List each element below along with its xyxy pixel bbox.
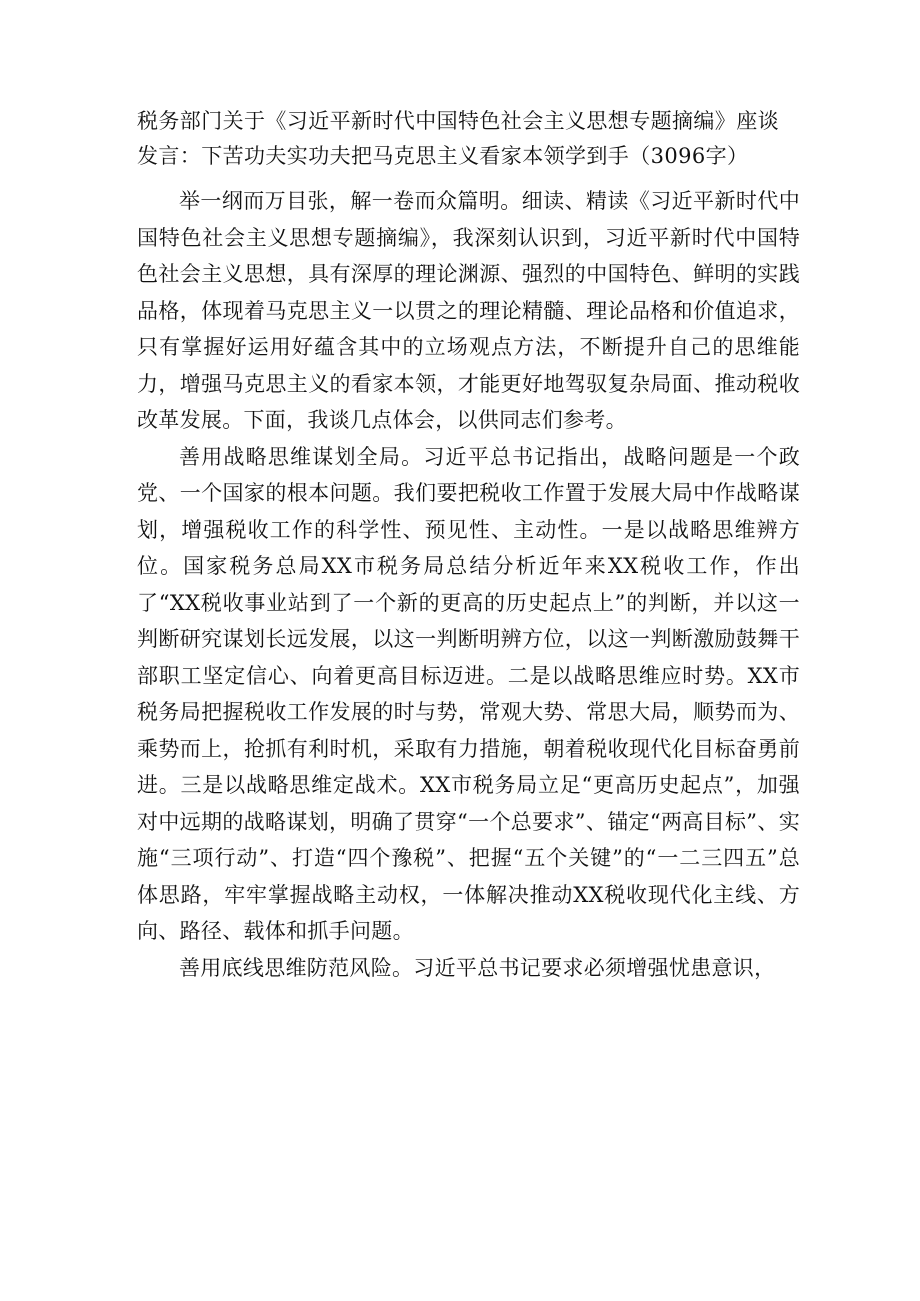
title-line-2: 发言：下苦功夫实功夫把马克思主义看家本领学到手（3096字） <box>137 144 749 168</box>
paragraph-strategic-thinking: 善用战略思维谋划全局。习近平总书记指出，战略问题是一个政党、一个国家的根本问题。我们要把税收工作置于发展大局中作战略谋划，增强税收工作的科学性、预见性、主动性。一是以战略思维辨方位。国家税务总局XX市税务局总结分析近年来XX税收工作，作出了“XX税收事业站到了一个新的更高的历史起点上”的判断，并以这一判断研究谋划长远发展，以这一判断明辨方位，以这一判断激励鼓舞干部职工坚定信心、向着更高目标迈进。二是以战略思维应时势。XX市税务局把握税收工作发展的时与势，常观大势、常思大局，顺势而为、乘势而上，抢抓有利时机，采取有力措施，朝着税收现代化目标奋勇前进。三是以战略思维定战术。XX市税务局立足“更高历史起点”，加强对中远期的战略谋划，明确了贯穿“一个总要求”、锚定“两高目标”、实施“三项行动”、打造“四个豫税”、把握“五个关键”的“一二三四五”总体思路，牢牢掌握战略主动权，一体解决推动XX税收现代化主线、方向、路径、载体和抓手问题。 <box>137 444 800 943</box>
title-line-1: 税务部门关于《习近平新时代中国特色社会主义思想专题摘编》座谈 <box>137 109 779 133</box>
paragraph-intro: 举一纲而万目张，解一卷而众篇明。细读、精读《习近平新时代中国特色社会主义思想专题摘编》，我深刻认识到，习近平新时代中国特色社会主义思想，具有深厚的理论渊源、强烈的中国特色、鲜明的实践品格，体现着马克思主义一以贯之的理论精髓、理论品格和价值追求，只有掌握好运用好蕴含其中的立场观点方法，不断提升自己的思维能力，增强马克思主义的看家本领，才能更好地驾驭复杂局面、推动税收改革发展。下面，我谈几点体会，以供同志们参考。 <box>137 189 800 432</box>
document-title <box>137 104 800 174</box>
paragraph-bottom-line-thinking: 善用底线思维防范风险。习近平总书记要求必须增强忧患意识， <box>179 955 776 980</box>
document-body <box>137 104 800 986</box>
